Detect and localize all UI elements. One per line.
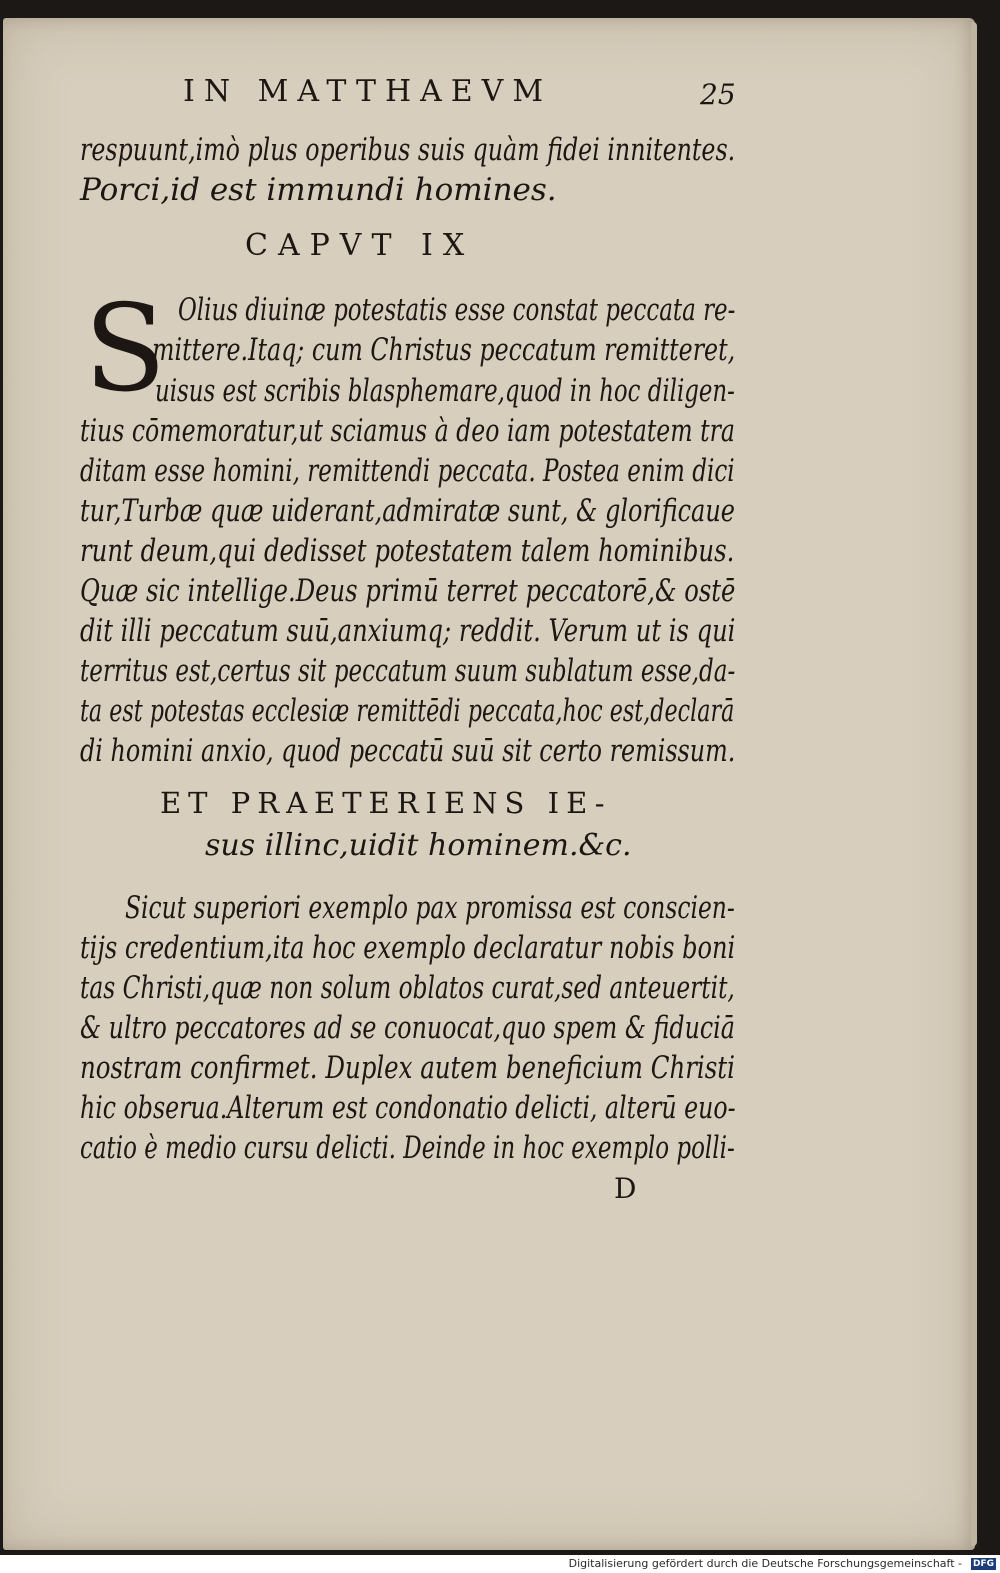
text-line: ditam esse homini, remittendi peccata. Postea enim dici	[80, 453, 735, 489]
text-line: territus est,certus sit peccatum suum sublatum esse,da-	[80, 653, 736, 689]
text-line: catio è medio cursu delicti. Deinde in hoc exemplo polli-	[80, 1130, 735, 1166]
text-line: Quæ sic intellige.Deus primū terret peccatorē,& ostē	[80, 573, 736, 609]
text-line: dit illi peccatum suū,anxiumq; reddit. Verum ut is qui	[80, 613, 736, 649]
text-line: tijs credentium,ita hoc exemplo declaratur nobis boni	[80, 930, 736, 966]
text-line: & ultro peccatores ad se conuocat,quo spem & fiduciā	[80, 1010, 735, 1046]
text-line: respuunt,imò plus operibus suis quàm fidei innitentes.	[80, 132, 736, 168]
dfg-logo: DFG	[972, 1559, 994, 1569]
text-line: mittere.Itaq; cum Christus peccatum remitteret,	[152, 332, 736, 368]
text-line: uisus est scribis blasphemare,quod in hoc diligen-	[155, 373, 735, 409]
signature-mark: D	[614, 1172, 639, 1205]
text-line: runt deum,qui dedisset potestatem talem hominibus.	[80, 533, 735, 569]
text-line: Sicut superiori exemplo pax promissa est conscien-	[125, 890, 735, 926]
text-line: ta est potestas ecclesiæ remittēdi peccata,hoc est,declarā	[80, 693, 735, 729]
lemma-heading: ET PRAETERIENS IE-	[160, 786, 612, 820]
lemma-continuation: sus illinc,uidit hominem.&c.	[205, 828, 632, 863]
drop-cap: S	[84, 280, 167, 419]
book-page	[3, 18, 975, 1550]
page-number: 25	[700, 78, 736, 111]
footer-bar	[0, 1555, 1000, 1573]
running-head: IN MATTHAEVM	[183, 74, 553, 109]
text-line: tas Christi,quæ non solum oblatos curat,sed anteuertit,	[80, 970, 735, 1006]
text-line: Porci,id est immundi homines.	[80, 172, 557, 208]
text-line: tius cōmemoratur,ut sciamus à deo iam potestatem tra	[80, 413, 735, 449]
chapter-heading: CAPVT IX	[245, 228, 475, 263]
text-line: di homini anxio, quod peccatū suū sit certo remissum.	[80, 733, 736, 769]
text-line: tur,Turbæ quæ uiderant,admiratæ sunt, & glorificaue	[80, 493, 736, 529]
text-line: Olius diuinæ potestatis esse constat peccata re-	[178, 292, 736, 328]
text-line: nostram confirmet. Duplex autem beneficium Christi	[80, 1050, 735, 1086]
footer-credit: Digitalisierung gefördert durch die Deutsche Forschungsgemeinschaft -	[568, 1557, 962, 1570]
page-edge	[971, 22, 977, 1546]
text-line: hic obserua.Alterum est condonatio delicti, alterū euo-	[80, 1090, 736, 1126]
